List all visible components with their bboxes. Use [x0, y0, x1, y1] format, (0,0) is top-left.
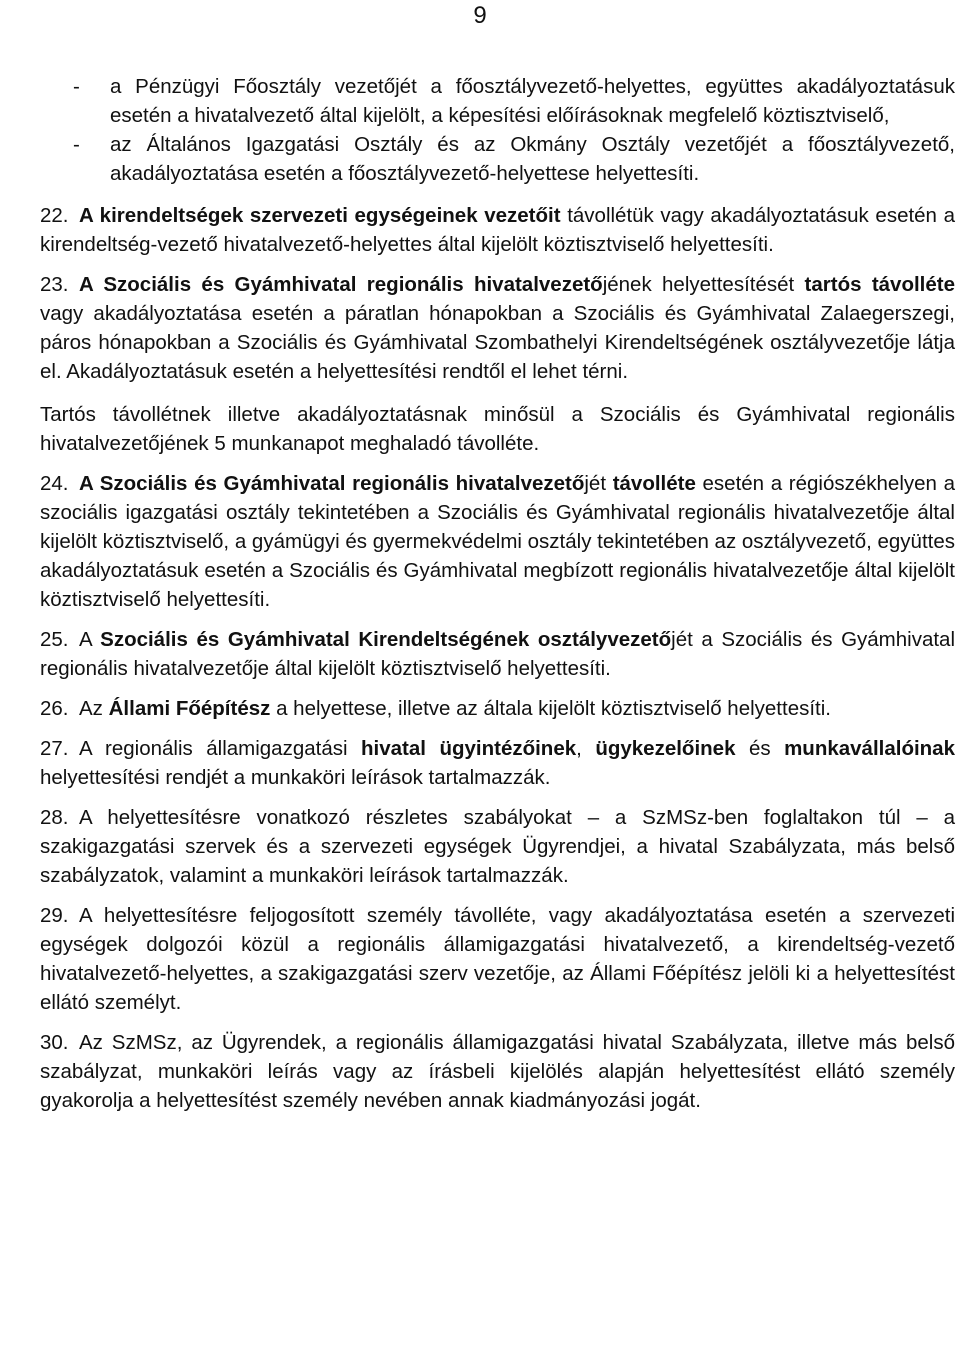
bold-text: ügykezelőinek: [595, 737, 736, 760]
paragraph-23: [40, 270, 955, 386]
item-number: 23.: [40, 273, 69, 296]
body-text: jének helyettesítését: [602, 273, 805, 296]
item-number: 28.: [40, 806, 69, 829]
bold-text: A Szociális és Gyámhivatal regionális hivatalvezető: [79, 273, 603, 296]
paragraph-25: [40, 625, 955, 683]
item-number: 22.: [40, 204, 69, 227]
item-number: 24.: [40, 472, 69, 495]
dash-item-text: az Általános Igazgatási Osztály és az Okmány Osztály vezetőjét a főosztályvezető, akadályoztatása esetén a főosztályvezető-helyettese helyettesíti.: [110, 133, 955, 185]
bold-text: tartós távolléte: [804, 273, 955, 296]
paragraph-22: [40, 201, 955, 259]
dash-bullet: -: [73, 133, 80, 156]
body-text: Az: [79, 697, 109, 720]
bold-text: A kirendeltségek szervezeti egységeinek vezetőit: [79, 204, 561, 227]
item-number: 25.: [40, 628, 69, 651]
body-text: A: [79, 628, 101, 651]
bold-text: Állami Főépítész: [108, 697, 271, 720]
paragraph-29: [40, 901, 955, 1017]
item-number: 27.: [40, 737, 69, 760]
body-text: a helyettese, illetve az általa kijelölt köztisztviselő helyettesíti.: [270, 697, 831, 720]
body-text: helyettesítési rendjét a munkaköri leírások tartalmazzák.: [40, 766, 551, 789]
body-text: jét a Szociális és Gyámhivatal regionális hivatalvezetője által kijelölt köztisztviselő helyettesíti.: [40, 628, 956, 680]
body-text: távollétük vagy akadályoztatásuk esetén a kirendeltség-vezető hivatalvezető-helyettes által kijelölt köztisztviselő helyettesíti.: [40, 204, 955, 256]
dash-bullet: -: [73, 75, 80, 98]
bold-text: munkavállalóinak: [784, 737, 955, 760]
list-item-dash-2: [40, 130, 955, 188]
body-text: jét: [584, 472, 613, 495]
body-text: esetén a régiószékhelyen a szociális igazgatási osztály tekintetében a Szociális és Gyámhivatal regionális hivatalvezetője által kijelölt köztisztviselő, a gyámügyi és gyermekvédelmi osztály tekintetében az osztályvezető, együttes akadályoztatásuk esetén a Szociális és Gyámhivatal megbízott regionális hivatalvezetője által kijelölt köztisztviselő helyettesíti.: [40, 472, 955, 611]
paragraph-23-note: Tartós távollétnek illetve akadályoztatásnak minősül a Szociális és Gyámhivatal regionális hivatalvezetőjének 5 munkanapot meghaladó távolléte.: [40, 403, 955, 455]
dash-item-text: a Pénzügyi Főosztály vezetőjét a főosztályvezető-helyettes, együttes akadályoztatásuk esetén a hivatalvezető által kijelölt, a képesítési előírásoknak megfelelő köztisztviselő,: [110, 75, 955, 127]
list-item-dash-1: [40, 72, 955, 130]
page-number: 9: [473, 2, 487, 29]
paragraph-30: [40, 1028, 955, 1115]
paragraph-24: [40, 469, 955, 614]
body-text: A helyettesítésre vonatkozó részletes szabályokat – a SzMSz-ben foglaltakon túl – a szakigazgatási szervek és a szervezeti egységek Ügyrendjei, a hivatal Szabályzata, más belső szabályzatok, valamint a munkaköri leírások tartalmazzák.: [40, 806, 955, 887]
body-text: A helyettesítésre feljogosított személy távolléte, vagy akadályoztatása esetén a szervezeti egységek dolgozói közül a regionális államigazgatási hivatalvezető, a kirendeltség-vezető hivatalvezető-helyettes, a szakigazgatási szerv vezetője, az Állami Főépítész jelöli ki a helyettesítést ellátó személyt.: [40, 904, 955, 1014]
body-text: vagy akadályoztatása esetén a páratlan hónapokban a Szociális és Gyámhivatal Zalaegerszegi, páros hónapokban a Szociális és Gyámhivatal Szombathelyi Kirendeltségének osztályvezetője látja el. Akadályoztatásuk esetén a helyettesítési rendtől el lehet térni.: [40, 302, 955, 383]
paragraph-27: [40, 734, 955, 792]
body-text: A regionális államigazgatási: [79, 737, 362, 760]
item-number: 30.: [40, 1031, 69, 1054]
paragraph-28: [40, 803, 955, 890]
bold-text: Szociális és Gyámhivatal Kirendeltségének osztályvezető: [100, 628, 672, 651]
bold-text: távolléte: [612, 472, 696, 495]
bold-text: hivatal ügyintézőinek: [361, 737, 577, 760]
paragraph-26: [40, 694, 955, 723]
body-text: és: [735, 737, 785, 760]
bold-text: A Szociális és Gyámhivatal regionális hivatalvezető: [79, 472, 585, 495]
item-number: 29.: [40, 904, 69, 927]
body-text: ,: [576, 737, 596, 760]
item-number: 26.: [40, 697, 69, 720]
document-body: [40, 72, 955, 1115]
body-text: Az SzMSz, az Ügyrendek, a regionális államigazgatási hivatal Szabályzata, illetve más belső szabályzat, munkaköri leírás vagy az írásbeli kijelölés alapján helyettesítést ellátó személy gyakorolja a helyettesítést személy nevében annak kiadmányozási jogát.: [40, 1031, 955, 1112]
